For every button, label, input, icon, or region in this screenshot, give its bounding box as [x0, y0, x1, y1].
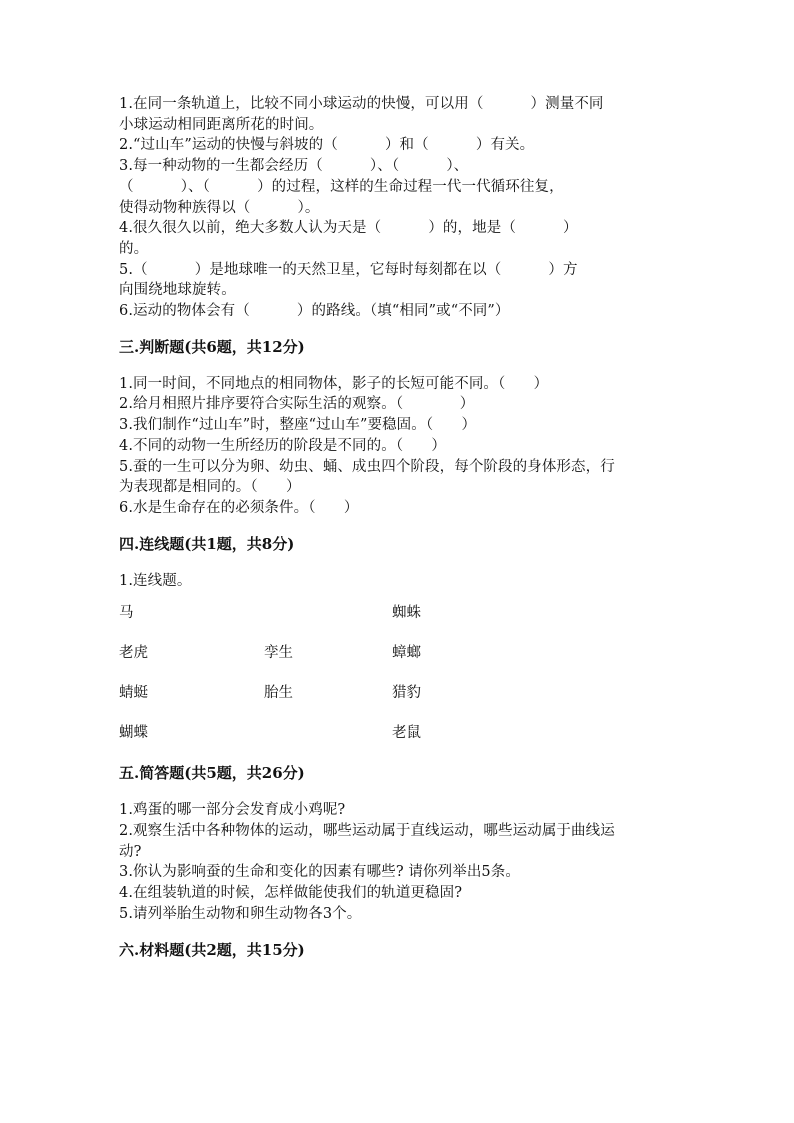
- text-line: 使得动物种族得以（ ）。: [119, 199, 320, 216]
- matching-grid: [119, 603, 679, 763]
- section-heading: 四.连线题(共1题，共8分): [119, 534, 295, 553]
- fill-blank-section: [119, 94, 679, 322]
- match-right-item: 老鼠: [392, 725, 421, 742]
- match-left-item: 老虎: [119, 645, 148, 662]
- text-line: 2.“过山车”运动的快慢与斜坡的（ ）和（ ）有关。: [119, 137, 535, 154]
- text-line: （ ）、（ ）的过程，这样的生命过程一代一代循环往复，: [119, 178, 564, 195]
- text-line: 向围绕地球旋转。: [119, 282, 236, 299]
- text-line: 动?: [119, 843, 142, 860]
- text-line: 6.水是生命存在的必须条件。（ ）: [119, 499, 359, 516]
- text-line: 小球运动相同距离所花的时间。: [119, 116, 324, 133]
- text-line: 3.你认为影响蚕的生命和变化的因素有哪些? 请你列举出5条。: [119, 864, 520, 881]
- text-line: 的。: [119, 240, 149, 257]
- match-left-item: 蜻蜓: [119, 685, 148, 702]
- text-line: 1.在同一条轨道上，比较不同小球运动的快慢，可以用（ ）测量不同: [119, 96, 604, 112]
- text-line: 2.观察生活中各种物体的运动，哪些运动属于直线运动，哪些运动属于曲线运: [119, 823, 615, 840]
- text-line: 5.蚕的一生可以分为卵、幼虫、蛹、成虫四个阶段，每个阶段的身体形态，行: [119, 458, 615, 475]
- short-answer-section: [119, 800, 679, 924]
- question-text: 1.连线题。: [119, 572, 192, 589]
- match-left-item: 马: [119, 605, 134, 622]
- text-line: 5.请列举胎生动物和卵生动物各3个。: [119, 905, 362, 922]
- text-line: 3.我们制作“过山车”时，整座“过山车”要稳固。（ ）: [119, 417, 477, 434]
- match-middle-item: 孪生: [264, 645, 293, 662]
- section-heading: 六.材料题(共2题，共15分): [119, 940, 305, 959]
- text-line: 4.很久很久以前，绝大多数人认为天是（ ）的，地是（ ）: [119, 220, 578, 237]
- text-line: 2.给月相照片排序要符合实际生活的观察。（ ）: [119, 396, 475, 413]
- match-left-item: 蝴蝶: [119, 725, 148, 742]
- section-heading: 三.判断题(共6题，共12分): [119, 337, 305, 356]
- match-right-item: 猎豹: [392, 685, 421, 702]
- section-heading: 五.简答题(共5题，共26分): [119, 764, 305, 783]
- text-line: 6.运动的物体会有（ ）的路线。（填“相同”或“不同”）: [119, 303, 510, 320]
- text-line: 为表现都是相同的。（ ）: [119, 479, 301, 496]
- text-line: 4.在组装轨道的时候，怎样做能使我们的轨道更稳固?: [119, 885, 463, 902]
- match-middle-item: 胎生: [264, 685, 293, 702]
- text-line: 3.每一种动物的一生都会经历（ ）、（ ）、: [119, 158, 469, 175]
- text-line: 1.同一时间，不同地点的相同物体，影子的长短可能不同。（ ）: [119, 375, 549, 392]
- text-line: 1.鸡蛋的哪一部分会发育成小鸡呢?: [119, 802, 346, 819]
- true-false-section: [119, 374, 679, 519]
- match-right-item: 蜘蛛: [392, 605, 421, 622]
- text-line: 4.不同的动物一生所经历的阶段是不同的。（ ）: [119, 437, 447, 454]
- exam-page: [119, 94, 679, 960]
- text-line: 5.（ ）是地球唯一的天然卫星，它每时每刻都在以（ ）方: [119, 261, 578, 278]
- match-right-item: 蟑螂: [392, 645, 421, 662]
